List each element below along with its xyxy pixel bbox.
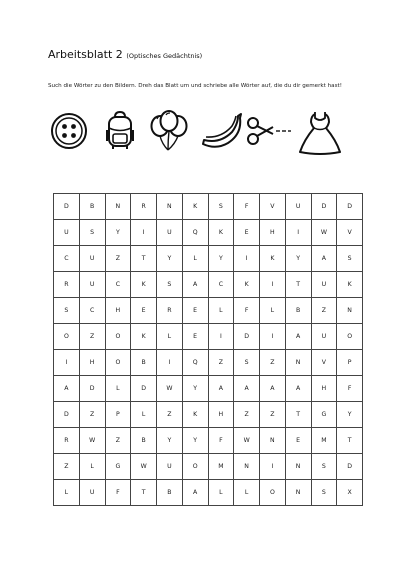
grid-cell: Z	[54, 454, 80, 480]
grid-cell: A	[260, 376, 286, 402]
grid-cell: A	[54, 376, 80, 402]
grid-cell: O	[54, 324, 80, 350]
grid-cell: Z	[260, 350, 286, 376]
grid-cell: U	[285, 194, 311, 220]
grid-row	[54, 376, 363, 402]
grid-cell: W	[311, 220, 337, 246]
grid-cell: U	[79, 480, 105, 506]
grid-cell: L	[105, 376, 131, 402]
grid-cell: I	[234, 246, 260, 272]
grid-cell: B	[131, 350, 157, 376]
grid-cell: D	[234, 324, 260, 350]
instruction-text: Such die Wörter zu den Bildern. Dreh das Blatt um und schriebe alle Wörter auf, die du dir gemerkt hast!	[48, 83, 342, 89]
grid-cell: D	[337, 454, 363, 480]
grid-cell: Z	[234, 402, 260, 428]
grid-cell: I	[260, 324, 286, 350]
grid-cell: Y	[337, 402, 363, 428]
grid-cell: K	[234, 272, 260, 298]
grid-cell: E	[285, 428, 311, 454]
grid-cell: N	[285, 350, 311, 376]
grid-row	[54, 324, 363, 350]
grid-cell: F	[208, 428, 234, 454]
grid-cell: D	[337, 194, 363, 220]
grid-cell: C	[208, 272, 234, 298]
grid-row	[54, 246, 363, 272]
grid-cell: O	[337, 324, 363, 350]
grid-cell: Y	[105, 220, 131, 246]
picture-row	[48, 110, 348, 160]
grid-cell: Y	[182, 428, 208, 454]
grid-cell: A	[285, 376, 311, 402]
grid-cell: I	[131, 220, 157, 246]
grid-cell: M	[208, 454, 234, 480]
grid-cell: G	[311, 402, 337, 428]
grid-cell: R	[54, 272, 80, 298]
grid-row	[54, 402, 363, 428]
grid-cell: F	[234, 298, 260, 324]
grid-cell: A	[285, 324, 311, 350]
grid-cell: C	[105, 272, 131, 298]
scissors-icon	[245, 110, 291, 152]
grid-row	[54, 298, 363, 324]
grid-cell: O	[105, 324, 131, 350]
grid-cell: Z	[79, 324, 105, 350]
grid-row	[54, 480, 363, 506]
grid-cell: U	[311, 272, 337, 298]
grid-cell: R	[54, 428, 80, 454]
grid-cell: S	[54, 298, 80, 324]
grid-cell: U	[79, 246, 105, 272]
grid-cell: A	[182, 272, 208, 298]
grid-cell: A	[311, 246, 337, 272]
grid-cell: I	[208, 324, 234, 350]
grid-cell: Z	[260, 402, 286, 428]
grid-cell: Y	[208, 246, 234, 272]
bananas-icon	[198, 110, 244, 152]
grid-cell: U	[157, 220, 183, 246]
grid-cell: N	[234, 454, 260, 480]
grid-cell: S	[234, 350, 260, 376]
grid-cell: T	[285, 272, 311, 298]
grid-cell: Y	[285, 246, 311, 272]
grid-cell: H	[311, 376, 337, 402]
grid-cell: E	[131, 298, 157, 324]
grid-cell: N	[260, 428, 286, 454]
grid-row	[54, 454, 363, 480]
grid-cell: W	[234, 428, 260, 454]
grid-cell: Z	[311, 298, 337, 324]
grid-cell: F	[105, 480, 131, 506]
grid-cell: E	[182, 298, 208, 324]
grid-cell: Q	[182, 220, 208, 246]
grid-cell: H	[79, 350, 105, 376]
grid-cell: W	[79, 428, 105, 454]
grid-row	[54, 220, 363, 246]
grid-cell: U	[54, 220, 80, 246]
grid-cell: K	[260, 246, 286, 272]
grid-row	[54, 428, 363, 454]
title-subtitle: (Optisches Gedächtnis)	[126, 52, 203, 60]
grid-cell: Z	[105, 428, 131, 454]
grid-cell: L	[79, 454, 105, 480]
grid-cell: I	[260, 454, 286, 480]
grid-cell: C	[79, 298, 105, 324]
grid-cell: O	[182, 454, 208, 480]
grid-cell: Q	[182, 350, 208, 376]
grid-cell: Y	[182, 376, 208, 402]
grid-cell: Y	[157, 428, 183, 454]
worksheet-title	[48, 48, 202, 61]
grid-cell: B	[157, 480, 183, 506]
grid-cell: L	[208, 480, 234, 506]
grid-cell: S	[157, 272, 183, 298]
grid-row	[54, 194, 363, 220]
grid-cell: K	[131, 272, 157, 298]
grid-cell: T	[285, 402, 311, 428]
grid-cell: N	[285, 454, 311, 480]
grid-cell: I	[157, 350, 183, 376]
grid-cell: Z	[208, 350, 234, 376]
grid-cell: I	[54, 350, 80, 376]
grid-cell: I	[285, 220, 311, 246]
word-search-grid	[53, 193, 363, 506]
grid-cell: S	[208, 194, 234, 220]
grid-cell: B	[79, 194, 105, 220]
button-icon	[48, 110, 90, 152]
grid-cell: A	[182, 480, 208, 506]
grid-cell: L	[260, 298, 286, 324]
grid-cell: V	[260, 194, 286, 220]
grid-cell: A	[208, 376, 234, 402]
grid-cell: L	[131, 402, 157, 428]
grid-cell: Z	[157, 402, 183, 428]
grid-cell: Z	[79, 402, 105, 428]
grid-cell: Z	[105, 246, 131, 272]
grid-cell: U	[157, 454, 183, 480]
grid-cell: R	[131, 194, 157, 220]
grid-cell: M	[311, 428, 337, 454]
grid-cell: G	[105, 454, 131, 480]
grid-cell: P	[105, 402, 131, 428]
grid-cell: B	[131, 428, 157, 454]
grid-cell: U	[311, 324, 337, 350]
grid-cell: H	[260, 220, 286, 246]
grid-cell: F	[234, 194, 260, 220]
grid-cell: U	[79, 272, 105, 298]
grid-cell: D	[54, 194, 80, 220]
grid-cell: W	[157, 376, 183, 402]
grid-cell: T	[131, 480, 157, 506]
grid-cell: T	[131, 246, 157, 272]
grid-cell: L	[54, 480, 80, 506]
grid-cell: E	[182, 324, 208, 350]
grid-cell: D	[131, 376, 157, 402]
grid-cell: L	[157, 324, 183, 350]
grid-cell: P	[337, 350, 363, 376]
grid-cell: K	[208, 220, 234, 246]
grid-cell: A	[234, 376, 260, 402]
grid-cell: L	[234, 480, 260, 506]
grid-cell: W	[131, 454, 157, 480]
grid-cell: N	[337, 298, 363, 324]
grid-cell: K	[131, 324, 157, 350]
grid-cell: L	[208, 298, 234, 324]
grid-cell: N	[105, 194, 131, 220]
grid-cell: T	[337, 428, 363, 454]
title-main: Arbeitsblatt 2	[48, 48, 123, 61]
grid-cell: V	[337, 220, 363, 246]
grid-cell: N	[285, 480, 311, 506]
dress-icon	[298, 110, 342, 156]
grid-row	[54, 272, 363, 298]
grid-cell: S	[79, 220, 105, 246]
grid-cell: S	[311, 480, 337, 506]
balloons-icon	[148, 110, 190, 154]
grid-cell: F	[337, 376, 363, 402]
grid-cell: D	[79, 376, 105, 402]
grid-cell: E	[234, 220, 260, 246]
grid-cell: R	[157, 298, 183, 324]
grid-cell: Y	[157, 246, 183, 272]
grid-cell: H	[105, 298, 131, 324]
grid-cell: L	[182, 246, 208, 272]
grid-cell: O	[260, 480, 286, 506]
backpack-icon	[104, 110, 136, 152]
grid-cell: K	[337, 272, 363, 298]
grid-cell: V	[311, 350, 337, 376]
grid-cell: K	[182, 194, 208, 220]
grid-cell: X	[337, 480, 363, 506]
grid-cell: C	[54, 246, 80, 272]
grid-cell: K	[182, 402, 208, 428]
grid-cell: N	[157, 194, 183, 220]
grid-row	[54, 350, 363, 376]
grid-cell: S	[311, 454, 337, 480]
grid-cell: O	[105, 350, 131, 376]
grid-cell: B	[285, 298, 311, 324]
grid-cell: S	[337, 246, 363, 272]
grid-cell: I	[260, 272, 286, 298]
grid-cell: H	[208, 402, 234, 428]
grid-cell: D	[54, 402, 80, 428]
grid-cell: D	[311, 194, 337, 220]
